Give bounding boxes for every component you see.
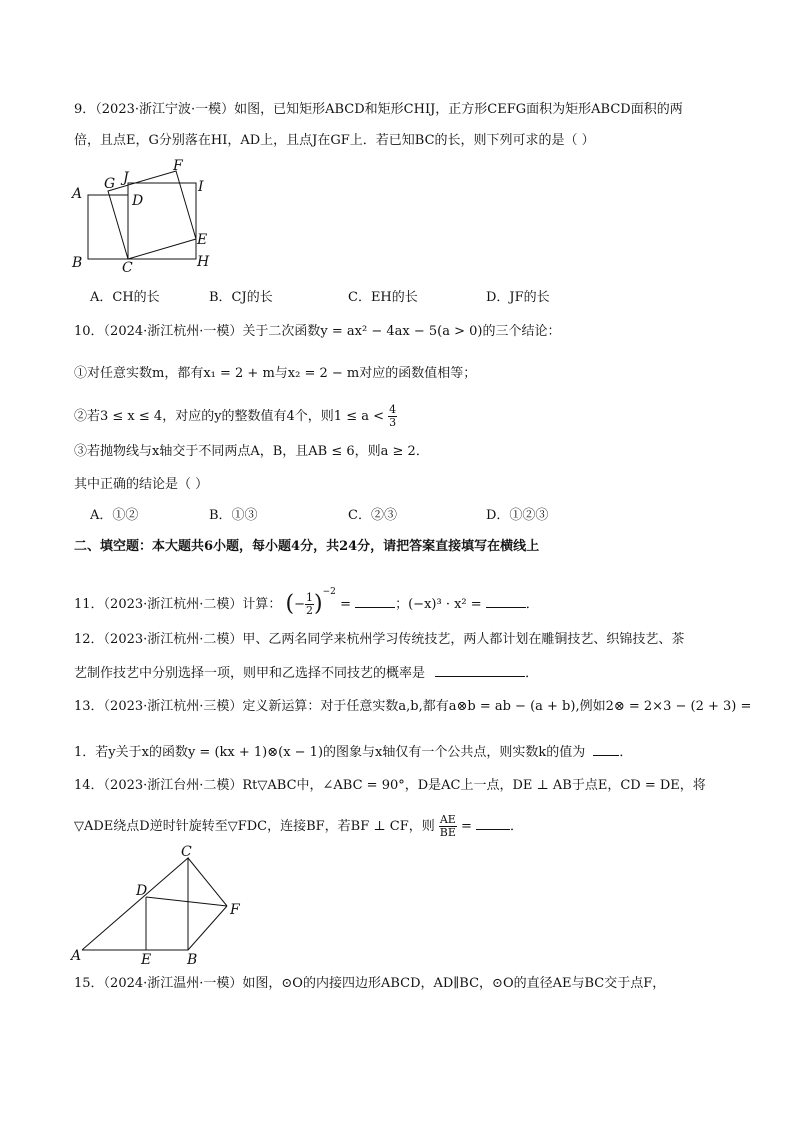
q10-statement3: ③若抛物线与x轴交于不同两点A，B，且AB ≤ 6，则a ≥ 2． bbox=[74, 444, 429, 459]
q15-line1: 15．（2024·浙江温州·一模）如图，⊙O的内接四边形ABCD，AD∥BC，⊙O的直径AE与BC交于点F， bbox=[74, 976, 666, 991]
q10-option-a[interactable]: A．①② bbox=[90, 508, 139, 523]
q12-end: ． bbox=[525, 666, 539, 681]
q11-equals: = bbox=[340, 597, 351, 612]
fig9-label-H: H bbox=[197, 254, 210, 270]
q11-fraction bbox=[305, 592, 314, 617]
q12-line2-text: 艺制作技艺中分别选择一项，则甲和乙选择不同技艺的概率是 bbox=[74, 666, 426, 681]
q10-statement1: ①对任意实数m，都有x₁ = 2 + m与x₂ = 2 − m对应的函数值相等； bbox=[74, 366, 477, 381]
q11-line bbox=[74, 582, 539, 617]
q14-fraction bbox=[439, 814, 457, 839]
q11-frac-den: 2 bbox=[306, 604, 314, 617]
q14-end: ． bbox=[510, 819, 524, 834]
section-heading-fill-in: 二、填空题：本大题共6小题，每小题4分，共24分，请把答案直接填写在横线上 bbox=[74, 539, 540, 554]
q11-frac-num: 1 bbox=[306, 591, 314, 604]
q14-equals: = bbox=[460, 819, 472, 834]
fig9-label-B: B bbox=[72, 255, 83, 271]
q10-option-d[interactable]: D．①②③ bbox=[486, 508, 549, 523]
q11-text: 11．（2023·浙江杭州·二模）计算： bbox=[74, 597, 282, 612]
q11-paren-open: ( bbox=[285, 591, 295, 617]
q9-line2: 倍，且点E，G分别落在HI，AD上，且点J在GF上．若已知BC的长，则下列可求的是（ ） bbox=[74, 133, 595, 148]
q11-minus: − bbox=[294, 597, 306, 612]
q11-end: ． bbox=[525, 597, 539, 612]
fig14-label-F: F bbox=[230, 902, 240, 918]
fig14-label-D: D bbox=[136, 883, 148, 899]
fig9-label-F: F bbox=[173, 158, 183, 174]
fig9-label-J: J bbox=[123, 170, 129, 186]
q10-question: 其中正确的结论是（ ） bbox=[74, 477, 209, 492]
q13-line2 bbox=[74, 741, 632, 763]
q12-line2 bbox=[74, 662, 538, 684]
fig9-label-C: C bbox=[122, 260, 133, 276]
q13-line1: 13．（2023·浙江杭州·三模）定义新运算：对于任意实数a,b,都有a⊗b = ab − (a + b),例如2⊗ = 2×3 − (2 + 3) = bbox=[74, 699, 752, 714]
q10-frac-den: 3 bbox=[389, 416, 397, 429]
q11-exponent: −2 bbox=[322, 587, 336, 597]
q14-frac-den: BE bbox=[439, 826, 456, 839]
q13-answer-blank[interactable] bbox=[593, 741, 619, 756]
q14-line2 bbox=[74, 814, 523, 839]
q10-frac-num: 4 bbox=[389, 403, 397, 416]
q14-frac-num: AE bbox=[439, 813, 456, 826]
q14-answer-blank[interactable] bbox=[476, 815, 510, 830]
q14-line2-text: ▽ADE绕点D逆时针旋转至▽FDC，连接BF，若BF ⊥ CF，则 bbox=[74, 819, 435, 834]
q10-option-c[interactable]: C．②③ bbox=[348, 508, 397, 523]
q9-option-b[interactable]: B．CJ的长 bbox=[209, 290, 273, 305]
q9-option-c[interactable]: C．EH的长 bbox=[348, 290, 418, 305]
q11-answer-blank-2[interactable] bbox=[486, 593, 526, 608]
fig14-label-C: C bbox=[181, 844, 192, 860]
q12-line1: 12．（2023·浙江杭州·二模）甲、乙两名同学来杭州学习传统技艺，两人都计划在雕铜技艺、织锦技艺、茶 bbox=[74, 632, 685, 647]
q10-statement2 bbox=[74, 404, 397, 429]
q14-line1: 14．（2023·浙江台州·二模）Rt▽ABC中，∠ABC = 90°，D是AC上一点，DE ⊥ AB于点E，CD = DE，将 bbox=[74, 778, 706, 793]
fig14-label-E: E bbox=[141, 952, 152, 966]
q13-line2-text: 1．若y关于x的函数y = (kx + 1)⊗(x − 1)的图象与x轴仅有一个公共点，则实数k的值为 bbox=[74, 745, 586, 760]
q9-figure bbox=[66, 158, 226, 276]
q9-line1: 9．（2023·浙江宁波·一模）如图，已知矩形ABCD和矩形CHIJ，正方形CEFG面积为矩形ABCD面积的两 bbox=[74, 102, 683, 117]
q10-line1: 10．（2024·浙江杭州·一模）关于二次函数y = ax² − 4ax − 5(a > 0)的三个结论： bbox=[74, 324, 561, 339]
q11-mid: ；(−x)³ · x² = bbox=[395, 597, 482, 612]
fig9-label-I: I bbox=[198, 179, 204, 195]
q11-answer-blank-1[interactable] bbox=[355, 593, 395, 608]
q13-end: ． bbox=[619, 745, 633, 760]
q12-answer-blank[interactable] bbox=[435, 662, 525, 677]
q14-figure bbox=[66, 844, 256, 966]
fig9-label-A: A bbox=[72, 186, 83, 202]
q11-paren-close: ) bbox=[314, 591, 323, 617]
q10-fraction bbox=[388, 404, 397, 429]
fig14-label-B: B bbox=[187, 952, 198, 966]
q9-option-d[interactable]: D．JF的长 bbox=[486, 290, 550, 305]
q10-statement2-text: ②若3 ≤ x ≤ 4，对应的y的整数值有4个，则1 ≤ a < bbox=[74, 409, 385, 424]
q9-option-a[interactable]: A．CH的长 bbox=[90, 290, 160, 305]
fig14-label-A: A bbox=[71, 948, 82, 964]
fig9-label-D: D bbox=[132, 193, 144, 209]
fig9-label-E: E bbox=[197, 232, 208, 248]
q10-option-b[interactable]: B．①③ bbox=[209, 508, 258, 523]
fig9-label-G: G bbox=[104, 176, 116, 192]
